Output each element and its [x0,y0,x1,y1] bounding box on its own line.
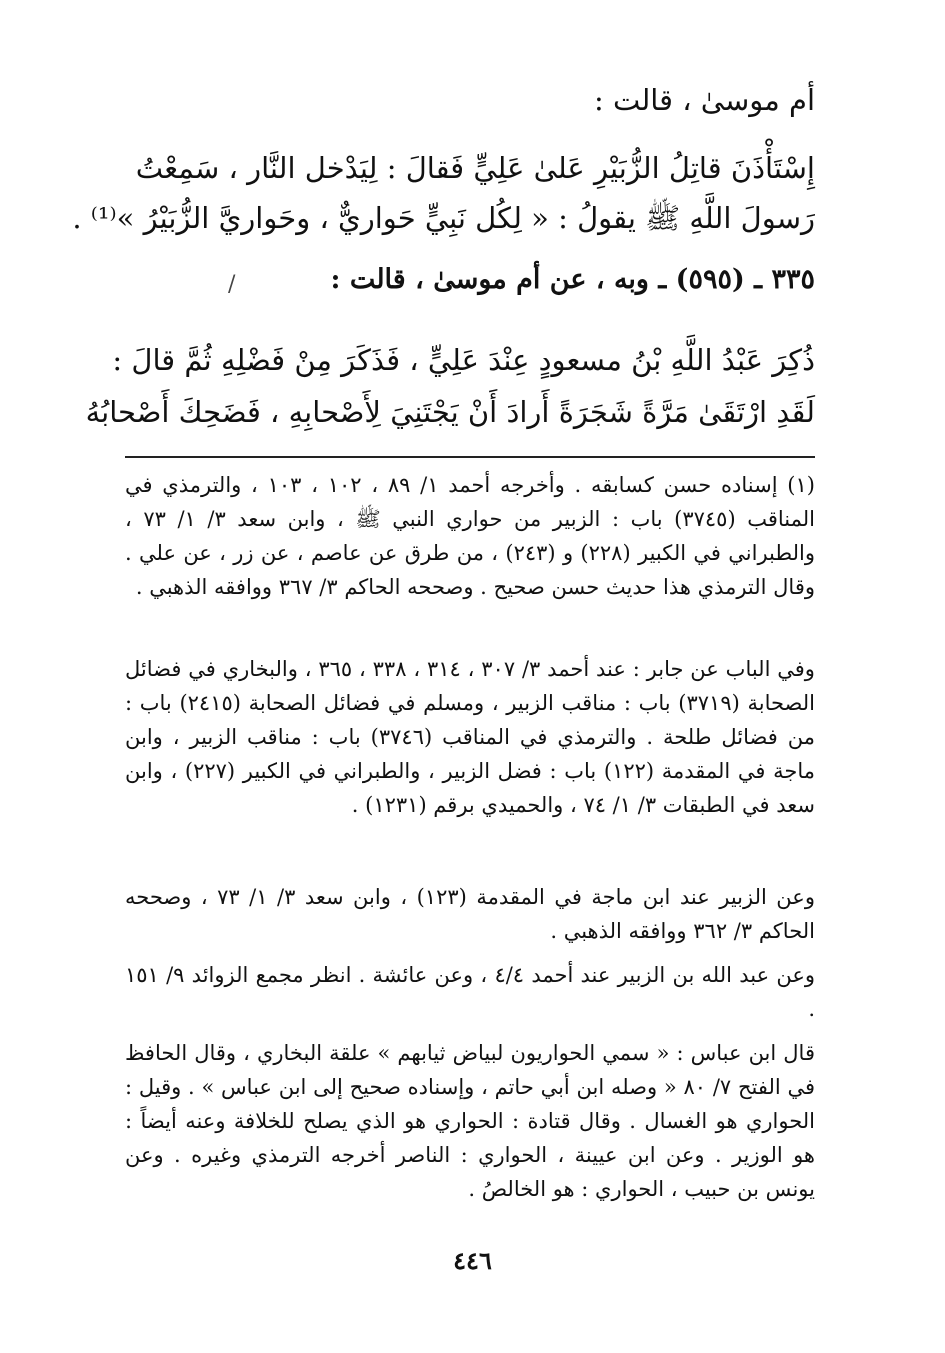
footnote-paragraph-5: قال ابن عباس : « سمي الحواريون لبياض ثيابهم » علقة البخاري ، وقال الحافظ في الفتح ٧/ ٨٠ « وصله ابن أبي حاتم ، وإسناده صحيح إلى ابن عباس » . وقيل : الحواري هو الغسال . وقال قتادة : الحواري هو الذي يصلح للخلافة وعنه أيضاً : هو الوزير . وعن ابن عيينة ، الحواري : الناصر أخرجه الترمذي وغيره . وعن يونس بن حبيب ، الحواري : هو الخالصُ . [125,1041,815,1201]
hadith-heading: ٣٣٥ ـ (٥٩٥) ـ وبه ، عن أم موسىٰ ، قالت : [330,264,815,295]
footnote-1: (١) إسناده حسن كسابقه . وأخرجه أحمد ١/ ٨٩ ، ١٠٢ ، ١٠٣ ، والترمذي في المناقب (٣٧٤٥) باب : الزبير من حواري النبي ﷺ ، وابن سعد ٣/ ١/ ٧٣ ، والطبراني في الكبير (٢٢٨) و (٢٤٣) ، من طرق عن عاصم ، عن زر ، عن علي . وقال الترمذي هذا حديث حسن صحيح . وصححه الحاكم ٣/ ٣٦٧ ووافقه الذهبي . [125,473,815,599]
footnote-paragraph-4: وعن عبد الله بن الزبير عند أحمد ٤/٤ ، وعن عائشة . انظر مجمع الزوائد ٩/ ١٥١ . [125,963,815,1021]
footnote-paragraph-3: وعن الزبير عند ابن ماجة في المقدمة (١٢٣) ، وابن سعد ٣/ ١/ ٧٣ ، وصححه الحاكم ٣/ ٣٦٢ ووافقه الذهبي . [125,885,815,943]
body-line-1: أم موسىٰ ، قالت : [593,83,815,117]
margin-mark: / [228,272,236,297]
footnote-separator [125,456,815,458]
body-line-5: ذُكِرَ عَبْدُ اللَّهِ بْنُ مسعودٍ عِنْدَ عَلِيٍّ ، فَذَكَرَ مِنْ فَضْلِهِ ثُمَّ قالَ : [112,343,815,377]
page-number: ٤٤٦ [453,1246,492,1275]
body-line-2: إِسْتَأْذَنَ قاتِلُ الزُّبَيْرِ عَلىٰ عَلِيٍّ فَقالَ : لِيَدْخل النَّار ، سَمِعْتُ [135,151,815,185]
body-line-6: لَقَدِ ارْتَقَىٰ مَرَّةً شَجَرَةً أَرادَ أَنْ يَجْتَنِيَ لِأَصْحابِهِ ، فَضَحِكَ أَصْحابُهُ [85,395,815,429]
footnote-paragraph-2: وفي الباب عن جابر : عند أحمد ٣/ ٣٠٧ ، ٣١٤ ، ٣٣٨ ، ٣٦٥ ، والبخاري في فضائل الصحابة (٣٧١٩) باب : مناقب الزبير ، ومسلم في فضائل الصحابة (٢٤١٥) باب : من فضائل طلحة . والترمذي في المناقب (٣٧٤٦) باب : مناقب الزبير ، وابن ماجة في المقدمة (١٢٢) باب : فضل الزبير ، والطبراني في الكبير (٢٢٧) ، وابن سعد في الطبقات ٣/ ١/ ٧٤ ، والحميدي برقم (١٢٣١) . [125,657,815,817]
body-line-3: رَسولَ اللَّهِ ﷺ يقولُ : « لِكُل نَبِيٍّ حَواريٌّ ، وحَواريَّ الزُّبَيْرُ »⁽¹⁾ . [72,201,815,235]
